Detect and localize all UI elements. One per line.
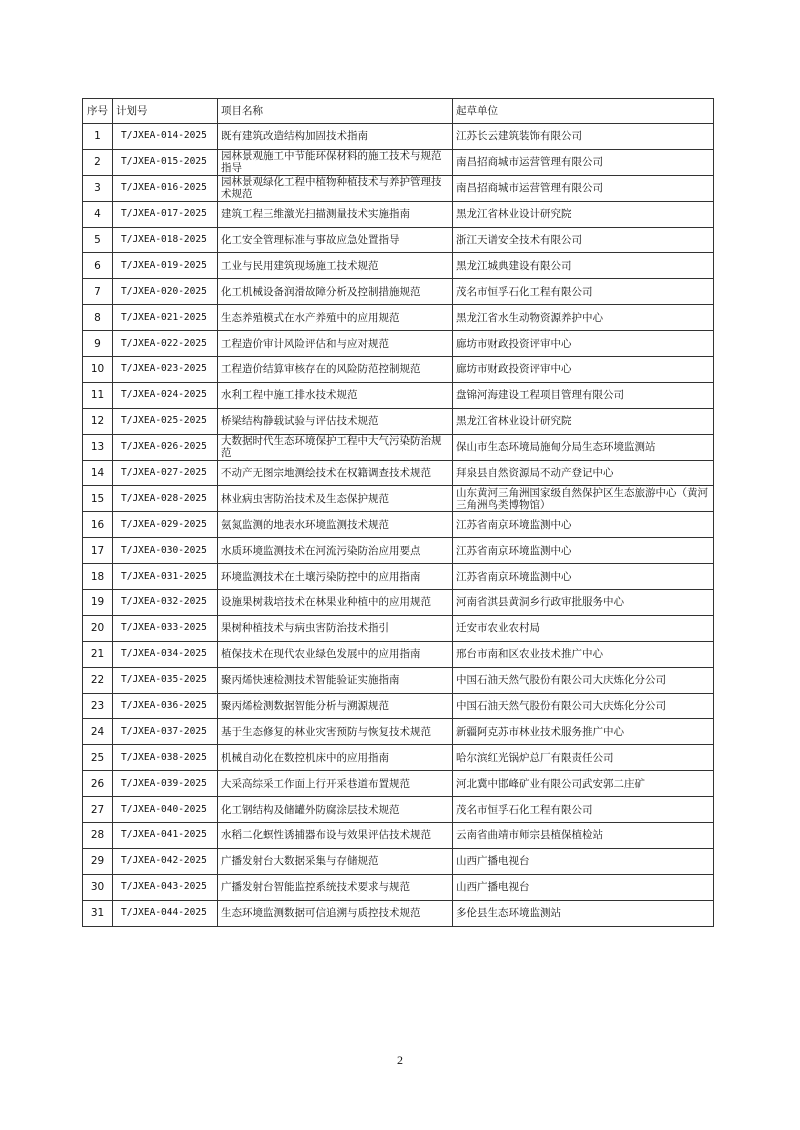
cell-drafting-unit: 邢台市南和区农业技术推广中心 [453,641,714,667]
cell-plan-no: T/JXEA-025-2025 [113,408,218,434]
cell-plan-no: T/JXEA-014-2025 [113,124,218,150]
cell-project-name: 聚丙烯快速检测技术智能验证实施指南 [218,667,453,693]
cell-serial-no: 18 [83,564,113,590]
cell-drafting-unit: 多伦县生态环境监测站 [453,900,714,926]
table-row [83,538,714,564]
header-drafting-unit: 起草单位 [453,99,714,124]
cell-drafting-unit: 河北冀中邯峰矿业有限公司武安郭二庄矿 [453,771,714,797]
cell-plan-no: T/JXEA-035-2025 [113,667,218,693]
cell-project-name: 水质环境监测技术在河流污染防治应用要点 [218,538,453,564]
cell-serial-no: 30 [83,874,113,900]
table-row [83,279,714,305]
table-row [83,823,714,849]
cell-plan-no: T/JXEA-043-2025 [113,874,218,900]
cell-drafting-unit: 山西广播电视台 [453,874,714,900]
table-row [83,564,714,590]
table-row [83,693,714,719]
cell-project-name: 机械自动化在数控机床中的应用指南 [218,745,453,771]
cell-project-name: 基于生态修复的林业灾害预防与恢复技术规范 [218,719,453,745]
cell-serial-no: 4 [83,201,113,227]
cell-serial-no: 2 [83,149,113,175]
cell-plan-no: T/JXEA-023-2025 [113,357,218,383]
table-row [83,874,714,900]
cell-project-name: 生态环境监测数据可信追溯与质控技术规范 [218,900,453,926]
table-row [83,331,714,357]
cell-serial-no: 20 [83,615,113,641]
cell-plan-no: T/JXEA-038-2025 [113,745,218,771]
cell-serial-no: 8 [83,305,113,331]
cell-project-name: 水稻二化螟性诱捕器布设与效果评估技术规范 [218,823,453,849]
cell-plan-no: T/JXEA-044-2025 [113,900,218,926]
cell-project-name: 植保技术在现代农业绿色发展中的应用指南 [218,641,453,667]
cell-project-name: 聚丙烯检测数据智能分析与溯源规范 [218,693,453,719]
cell-plan-no: T/JXEA-020-2025 [113,279,218,305]
table-row [83,615,714,641]
cell-plan-no: T/JXEA-018-2025 [113,227,218,253]
table-row [83,590,714,616]
cell-plan-no: T/JXEA-017-2025 [113,201,218,227]
cell-serial-no: 31 [83,900,113,926]
cell-plan-no: T/JXEA-041-2025 [113,823,218,849]
cell-drafting-unit: 南昌招商城市运营管理有限公司 [453,149,714,175]
cell-serial-no: 21 [83,641,113,667]
header-serial-no: 序号 [83,99,113,124]
cell-serial-no: 23 [83,693,113,719]
cell-drafting-unit: 中国石油天然气股份有限公司大庆炼化分公司 [453,667,714,693]
cell-project-name: 工业与民用建筑现场施工技术规范 [218,253,453,279]
table-row [83,486,714,512]
cell-drafting-unit: 云南省曲靖市师宗县植保植检站 [453,823,714,849]
cell-drafting-unit: 黑龙江省林业设计研究院 [453,408,714,434]
cell-serial-no: 7 [83,279,113,305]
table-row [83,719,714,745]
cell-project-name: 氨氮监测的地表水环境监测技术规范 [218,512,453,538]
cell-drafting-unit: 盘锦河海建设工程项目管理有限公司 [453,382,714,408]
cell-project-name: 生态养殖模式在水产养殖中的应用规范 [218,305,453,331]
cell-drafting-unit: 保山市生态环境局施甸分局生态环境监测站 [453,434,714,460]
cell-serial-no: 25 [83,745,113,771]
table-row [83,382,714,408]
cell-drafting-unit: 哈尔滨红光锅炉总厂有限责任公司 [453,745,714,771]
cell-drafting-unit: 茂名市恒孚石化工程有限公司 [453,797,714,823]
cell-drafting-unit: 黑龙江省水生动物资源养护中心 [453,305,714,331]
table-row [83,667,714,693]
cell-serial-no: 19 [83,590,113,616]
page-number: 2 [397,1053,403,1067]
table-row [83,512,714,538]
cell-serial-no: 6 [83,253,113,279]
cell-project-name: 广播发射台大数据采集与存储规范 [218,848,453,874]
cell-serial-no: 9 [83,331,113,357]
cell-serial-no: 13 [83,434,113,460]
cell-serial-no: 26 [83,771,113,797]
cell-plan-no: T/JXEA-029-2025 [113,512,218,538]
cell-drafting-unit: 山西广播电视台 [453,848,714,874]
cell-drafting-unit: 黑龙江城典建设有限公司 [453,253,714,279]
table-row [83,227,714,253]
cell-plan-no: T/JXEA-030-2025 [113,538,218,564]
table-row [83,305,714,331]
cell-plan-no: T/JXEA-028-2025 [113,486,218,512]
table-row [83,745,714,771]
cell-serial-no: 17 [83,538,113,564]
cell-project-name: 广播发射台智能监控系统技术要求与规范 [218,874,453,900]
cell-serial-no: 3 [83,175,113,201]
cell-serial-no: 12 [83,408,113,434]
cell-drafting-unit: 浙江天谱安全技术有限公司 [453,227,714,253]
table-row [83,357,714,383]
cell-serial-no: 10 [83,357,113,383]
cell-drafting-unit: 江苏省南京环境监测中心 [453,512,714,538]
cell-plan-no: T/JXEA-040-2025 [113,797,218,823]
cell-project-name: 不动产无图宗地测绘技术在权籍调查技术规范 [218,460,453,486]
cell-serial-no: 5 [83,227,113,253]
cell-plan-no: T/JXEA-039-2025 [113,771,218,797]
cell-project-name: 果树种植技术与病虫害防治技术指引 [218,615,453,641]
cell-drafting-unit: 河南省淇县黄洞乡行政审批服务中心 [453,590,714,616]
cell-project-name: 设施果树栽培技术在林果业种植中的应用规范 [218,590,453,616]
table-body [83,124,714,927]
cell-serial-no: 22 [83,667,113,693]
cell-plan-no: T/JXEA-031-2025 [113,564,218,590]
cell-project-name: 大采高综采工作面上行开采巷道布置规范 [218,771,453,797]
cell-drafting-unit: 新疆阿克苏市林业技术服务推广中心 [453,719,714,745]
cell-serial-no: 24 [83,719,113,745]
table-row [83,408,714,434]
table-row [83,771,714,797]
cell-serial-no: 1 [83,124,113,150]
table-header-row [83,99,714,124]
cell-serial-no: 27 [83,797,113,823]
cell-drafting-unit: 廊坊市财政投资评审中心 [453,357,714,383]
cell-drafting-unit: 茂名市恒孚石化工程有限公司 [453,279,714,305]
header-project-name: 项目名称 [218,99,453,124]
cell-serial-no: 14 [83,460,113,486]
cell-drafting-unit: 中国石油天然气股份有限公司大庆炼化分公司 [453,693,714,719]
cell-project-name: 大数据时代生态环境保护工程中大气污染防治规范 [218,434,453,460]
table-row [83,175,714,201]
cell-project-name: 建筑工程三维激光扫描测量技术实施指南 [218,201,453,227]
cell-plan-no: T/JXEA-033-2025 [113,615,218,641]
cell-plan-no: T/JXEA-015-2025 [113,149,218,175]
cell-plan-no: T/JXEA-021-2025 [113,305,218,331]
cell-serial-no: 11 [83,382,113,408]
table-row [83,149,714,175]
table-row [83,201,714,227]
table-row [83,124,714,150]
cell-project-name: 化工机械设备润滑故障分析及控制措施规范 [218,279,453,305]
cell-drafting-unit: 江苏长云建筑装饰有限公司 [453,124,714,150]
table-row [83,460,714,486]
cell-project-name: 化工安全管理标准与事故应急处置指导 [218,227,453,253]
cell-serial-no: 15 [83,486,113,512]
cell-plan-no: T/JXEA-024-2025 [113,382,218,408]
cell-plan-no: T/JXEA-036-2025 [113,693,218,719]
cell-plan-no: T/JXEA-037-2025 [113,719,218,745]
cell-drafting-unit: 山东黄河三角洲国家级自然保护区生态旅游中心（黄河三角洲鸟类博物馆） [453,486,714,512]
cell-serial-no: 16 [83,512,113,538]
table-row [83,641,714,667]
cell-plan-no: T/JXEA-026-2025 [113,434,218,460]
cell-plan-no: T/JXEA-019-2025 [113,253,218,279]
cell-plan-no: T/JXEA-027-2025 [113,460,218,486]
cell-drafting-unit: 江苏省南京环境监测中心 [453,564,714,590]
cell-drafting-unit: 迁安市农业农村局 [453,615,714,641]
cell-project-name: 水利工程中施工排水技术规范 [218,382,453,408]
table-row [83,848,714,874]
cell-serial-no: 28 [83,823,113,849]
cell-project-name: 桥梁结构静载试验与评估技术规范 [218,408,453,434]
cell-project-name: 化工钢结构及储罐外防腐涂层技术规范 [218,797,453,823]
cell-drafting-unit: 南昌招商城市运营管理有限公司 [453,175,714,201]
cell-project-name: 环境监测技术在土壤污染防控中的应用指南 [218,564,453,590]
cell-project-name: 工程造价审计风险评估和与应对规范 [218,331,453,357]
table-row [83,434,714,460]
cell-project-name: 园林景观施工中节能环保材料的施工技术与规范指导 [218,149,453,175]
cell-serial-no: 29 [83,848,113,874]
cell-drafting-unit: 拜泉县自然资源局不动产登记中心 [453,460,714,486]
cell-plan-no: T/JXEA-022-2025 [113,331,218,357]
cell-drafting-unit: 廊坊市财政投资评审中心 [453,331,714,357]
table-row [83,253,714,279]
cell-project-name: 既有建筑改造结构加固技术指南 [218,124,453,150]
cell-project-name: 林业病虫害防治技术及生态保护规范 [218,486,453,512]
cell-plan-no: T/JXEA-034-2025 [113,641,218,667]
cell-project-name: 工程造价结算审核存在的风险防范控制规范 [218,357,453,383]
cell-project-name: 园林景观绿化工程中植物种植技术与养护管理技术规范 [218,175,453,201]
header-plan-no: 计划号 [113,99,218,124]
table-row [83,900,714,926]
cell-plan-no: T/JXEA-042-2025 [113,848,218,874]
cell-plan-no: T/JXEA-016-2025 [113,175,218,201]
cell-drafting-unit: 江苏省南京环境监测中心 [453,538,714,564]
cell-drafting-unit: 黑龙江省林业设计研究院 [453,201,714,227]
cell-plan-no: T/JXEA-032-2025 [113,590,218,616]
table-row [83,797,714,823]
standards-table [82,98,714,927]
